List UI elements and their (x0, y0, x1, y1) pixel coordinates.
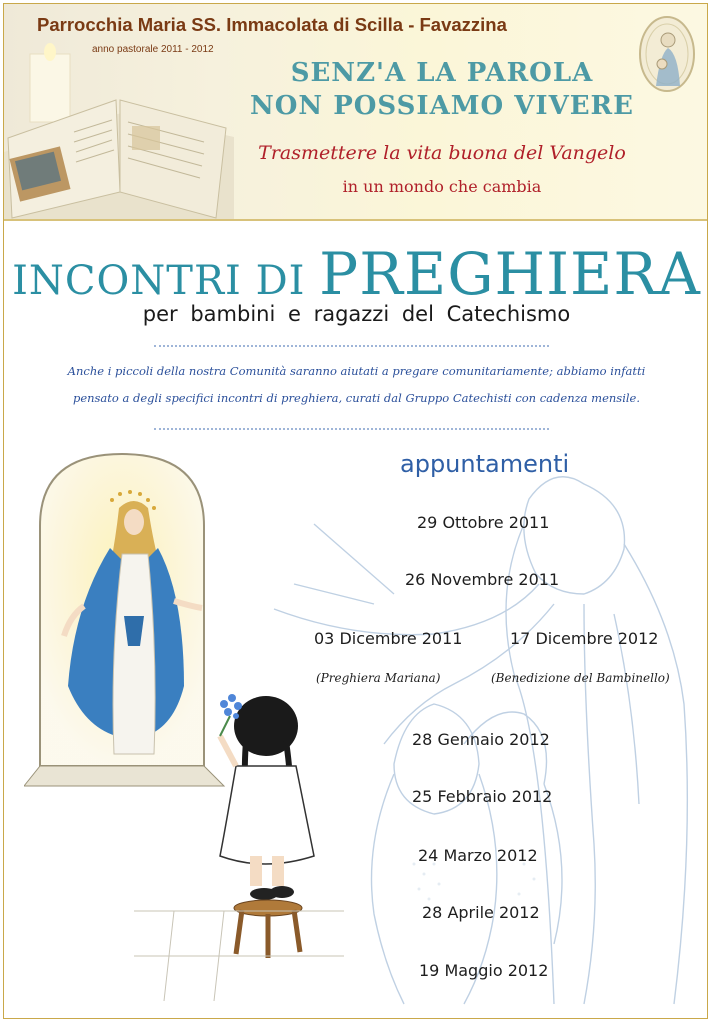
appointment-date-9: 19 Maggio 2012 (419, 961, 549, 980)
motto-line-1: SENZ'A LA PAROLA (290, 58, 594, 88)
appointment-date-3: 03 Dicembre 2011 (314, 629, 463, 648)
appointment-date-8: 28 Aprile 2012 (422, 903, 540, 922)
subheading-line-2: in un mondo che cambia (342, 177, 542, 196)
appointment-date-4: 17 Dicembre 2012 (510, 629, 659, 648)
appointment-date-2: 26 Novembre 2011 (405, 570, 560, 589)
title-part-1: INCONTRI DI (12, 258, 320, 304)
title-part-2: PREGHIERA (319, 240, 701, 308)
madonna-and-girl-illustration (24, 436, 344, 1001)
open-book-candle-image (4, 42, 234, 220)
parish-name: Parrocchia Maria SS. Immacolata di Scilla - Favazzina (37, 14, 507, 35)
dotted-divider-bottom (154, 428, 549, 430)
appointment-note-3: (Preghiera Mariana) (316, 671, 441, 685)
header-banner (4, 4, 708, 221)
appointment-date-6: 25 Febbraio 2012 (412, 787, 553, 806)
main-title (4, 240, 708, 308)
madonna-medallion-icon (638, 14, 696, 94)
appointment-date-7: 24 Marzo 2012 (418, 846, 538, 865)
appointment-note-4: (Benedizione del Bambinello) (491, 671, 670, 685)
appointment-date-1: 29 Ottobre 2011 (417, 513, 550, 532)
dotted-divider-top (154, 345, 549, 347)
poster (3, 3, 708, 1019)
appointment-date-5: 28 Gennaio 2012 (412, 730, 550, 749)
intro-line-1: Anche i piccoli della nostra Comunità saranno aiutati a pregare comunitariamente; abbiamo infatti (67, 364, 646, 378)
main-subtitle: per bambini e ragazzi del Catechismo (142, 302, 571, 326)
subheading-line-1: Trasmettere la vita buona del Vangelo (258, 142, 626, 164)
motto-line-2: NON POSSIAMO VIVERE (250, 91, 634, 121)
intro-line-2: pensato a degli specifici incontri di preghiera, curati dal Gruppo Catechisti con cadenza mensile. (72, 391, 641, 405)
pastoral-year: anno pastorale 2011 - 2012 (92, 44, 214, 55)
appointments-title: appuntamenti (400, 450, 570, 478)
